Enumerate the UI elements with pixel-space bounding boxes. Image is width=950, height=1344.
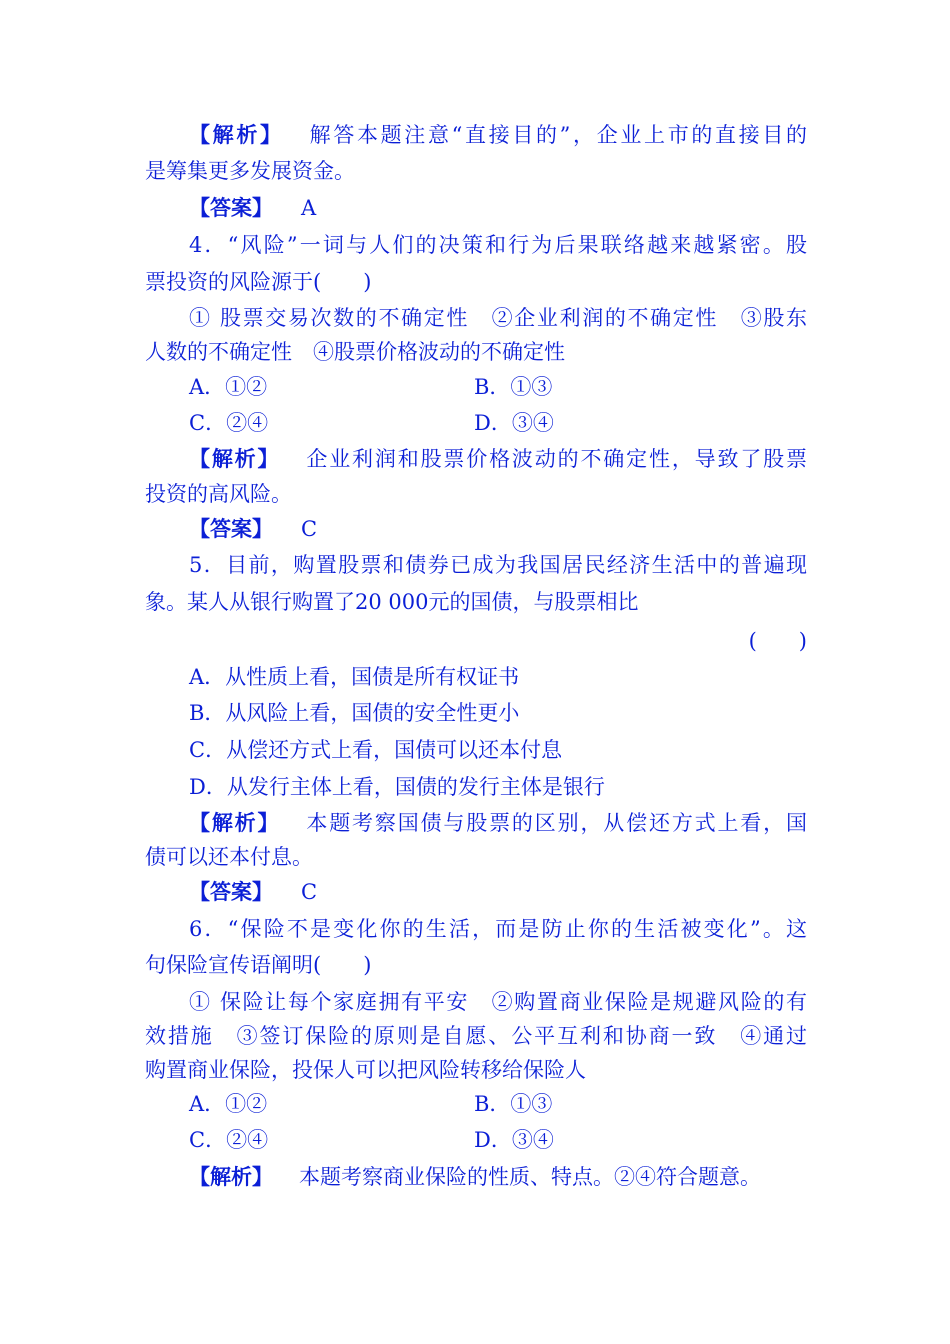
q6-stem-line2: 句保险宣传语阐明( ) [145,953,372,977]
q4-items-line2: 人数的不确定性 ④股票价格波动的不确定性 [145,340,565,364]
q5-option-d: D．从发行主体上看，国债的发行主体是银行 [189,775,605,799]
answer-paren: ( ) [748,629,807,653]
q4-stem-line2: 票投资的风险源于( ) [145,270,372,294]
q4-option-c: C．②④ [189,411,269,435]
q5-analysis-line2: 债可以还本付息。 [145,845,313,869]
q6-options-row2 [189,1125,807,1155]
q6-items-line1: ① 保险让每个家庭拥有平安 ②购置商业保险是规避风险的有 [189,990,807,1014]
q5-stem-line2: 象。某人从银行购置了20 000元的国债，与股票相比 [145,590,639,614]
analysis-label: 【解析】 [189,1164,273,1189]
q3-analysis-line1: 【解析】 解答本题注意“直接目的”，企业上市的直接目的 [189,122,807,147]
q6-option-a: A．①② [189,1092,268,1116]
q4-analysis-line2: 投资的高风险。 [145,482,292,506]
q6-option-c: C．②④ [189,1128,269,1152]
q4-stem-line1: 4．“风险”一词与人们的决策和行为后果联络越来越紧密。股 [189,233,807,257]
analysis-label: 【解析】 [189,122,284,147]
q6-options-row1 [189,1089,807,1119]
q5-option-b: B．从风险上看，国债的安全性更小 [189,701,520,725]
q4-option-a: A．①② [189,375,268,399]
q6-option-d: D．③④ [474,1128,554,1152]
answer-label: 【答案】 [189,195,273,220]
q6-option-b: B．①③ [474,1092,553,1116]
analysis-label: 【解析】 [189,810,281,835]
q4-answer: 【答案】 C [189,516,318,541]
q4-options-row1 [189,372,807,402]
q3-answer: 【答案】 A [189,195,317,220]
q6-stem-line1: 6．“保险不是变化你的生活，而是防止你的生活被变化”。这 [189,917,807,941]
answer-label: 【答案】 [189,516,273,541]
q5-option-c: C．从偿还方式上看，国债可以还本付息 [189,738,563,762]
q5-analysis-line1: 【解析】 本题考察国债与股票的区别，从偿还方式上看，国 [189,810,808,835]
q5-answer: 【答案】 C [189,879,318,904]
q5-stem-line1: 5．目前，购置股票和债券已成为我国居民经济生活中的普遍现 [189,553,807,577]
q4-items-line1: ① 股票交易次数的不确定性 ②企业利润的不确定性 ③股东 [189,306,807,330]
q4-option-d: D．③④ [474,411,554,435]
q6-items-line3: 购置商业保险，投保人可以把风险转移给保险人 [145,1058,586,1082]
q4-analysis-line1: 【解析】 企业利润和股票价格波动的不确定性，导致了股票 [189,446,808,471]
q3-analysis-line2: 是筹集更多发展资金。 [145,159,355,183]
q4-option-b: B．①③ [474,375,553,399]
q4-options-row2 [189,408,807,438]
q6-items-line2: 效措施 ③签订保险的原则是自愿、公平互利和协商一致 ④通过 [145,1024,807,1048]
q5-option-a: A．从性质上看，国债是所有权证书 [189,665,520,689]
answer-label: 【答案】 [189,879,273,904]
analysis-label: 【解析】 [189,446,281,471]
q6-analysis-line1: 【解析】 本题考察商业保险的性质、特点。②④符合题意。 [189,1164,761,1189]
